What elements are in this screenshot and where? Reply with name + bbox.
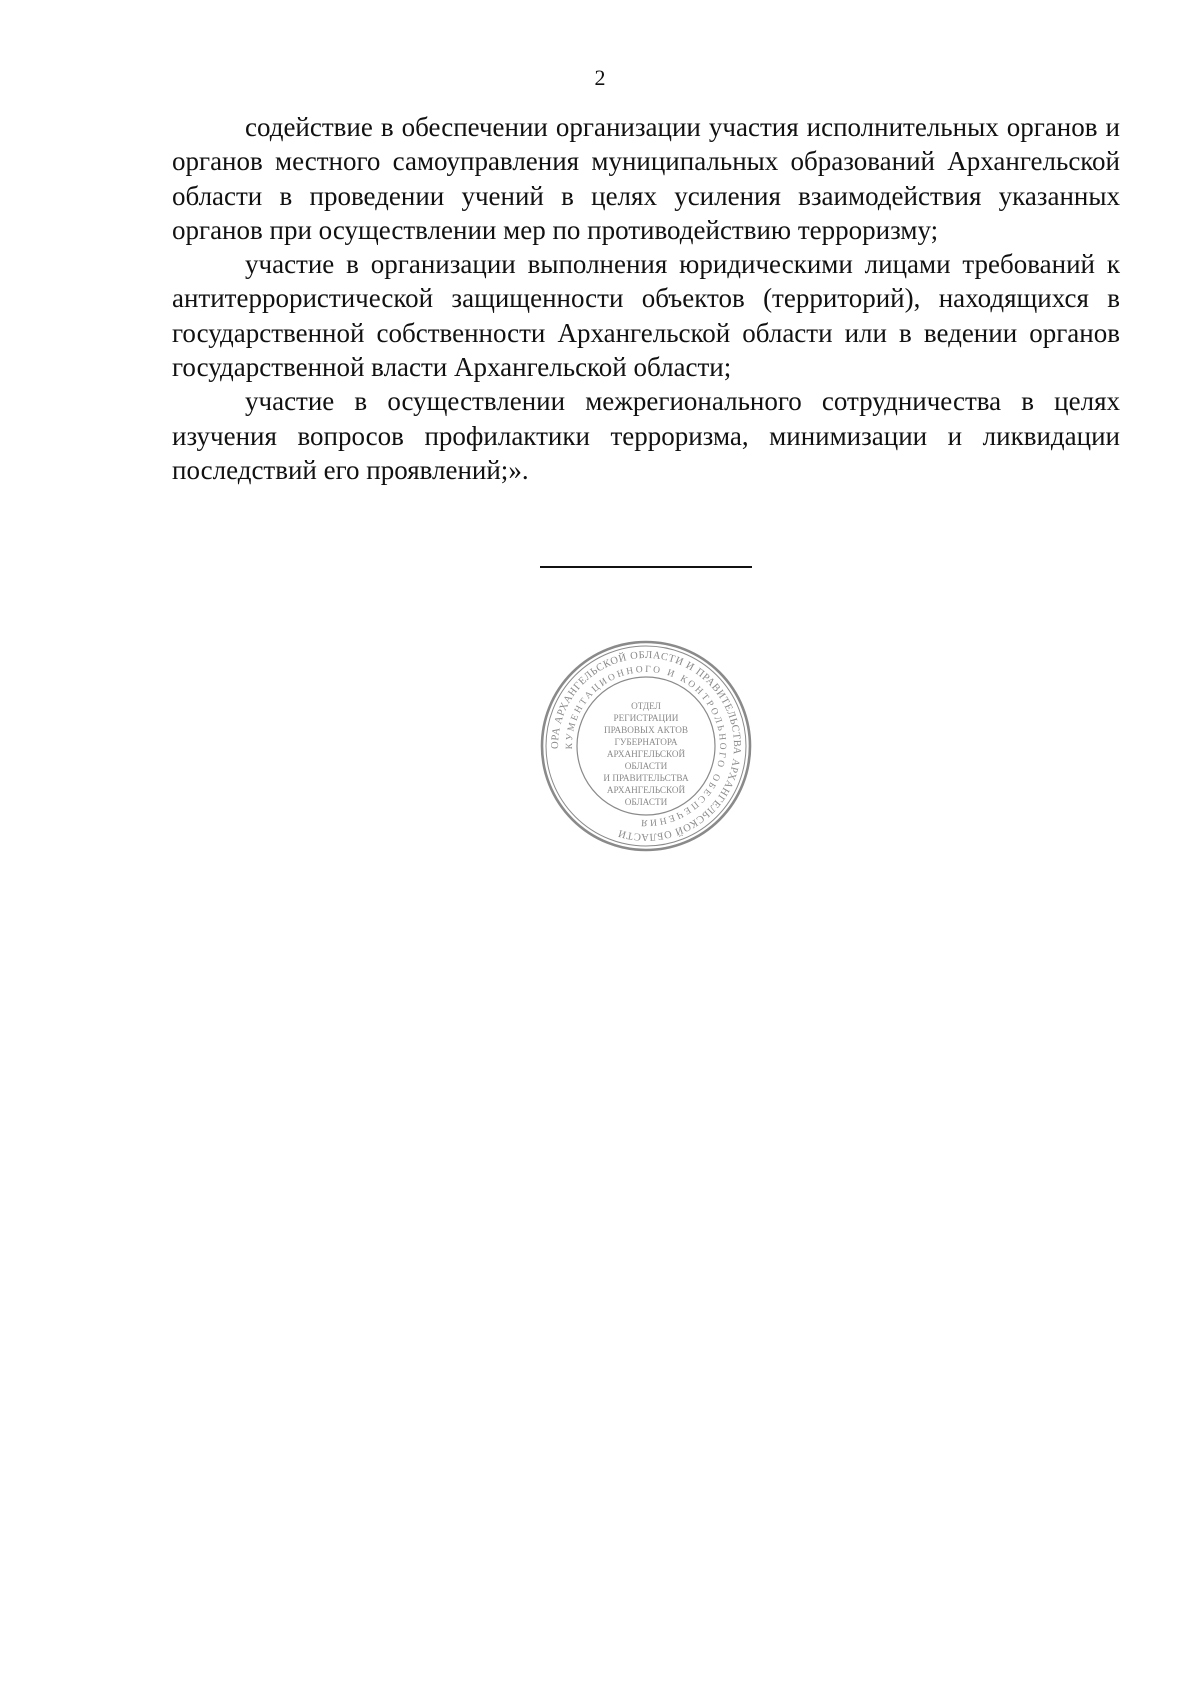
page-number: 2 [594,65,606,90]
paragraph-interregional-cooperation: участие в осуществлении межрегионального сотрудничества в целях изучения вопросов профилактики терроризма, минимизации и ликвидации последствий его проявлений;». [172,386,1120,485]
seal-inner-ring-text: КУМЕНТАЦИОННОГО И КОНТРОЛЬНОГО ОБЕСПЕЧЕНИЯ [564,664,728,828]
seal-center-line: РЕГИСТРАЦИИ [613,713,679,723]
seal-center-line: ОТДЕЛ [631,701,661,711]
seal-center-line: ГУБЕРНАТОРА [614,737,678,747]
seal-graphic [538,638,754,854]
seal-center-line: АРХАНГЕЛЬСКОЙ [606,785,686,795]
seal-center-line: ОБЛАСТИ [624,797,668,807]
paragraph-antiterror-protection: участие в организации выполнения юридическими лицами требований к антитеррористической защищенности объектов (территорий), находящихся в государственной собственности Архангельской области или в ведении органов государственной власти Архангельской области; [172,249,1120,383]
document-body [172,110,1120,487]
end-of-text-rule [540,566,752,568]
seal-center-line: ПРАВОВЫХ АКТОВ [603,725,689,735]
seal-center-line: И ПРАВИТЕЛЬСТВА [603,773,689,783]
seal-center-line: АРХАНГЕЛЬСКОЙ [606,749,686,759]
seal-center-line: ОБЛАСТИ [624,761,668,771]
paragraph-exercises: содействие в обеспечении организации участия исполнительных органов и органов местного самоуправления муниципальных образований Архангельской области в проведении учений в целях усиления взаимодействия указанных органов при осуществлении мер по противодействию терроризму; [172,112,1120,245]
seal-outer-ring-text: ОРА АРХАНГЕЛЬСКОЙ ОБЛАСТИ И ПРАВИТЕЛЬСТВА АРХАНГЕЛЬСКОЙ ОБЛАСТИ [549,649,743,843]
official-seal [538,638,754,854]
